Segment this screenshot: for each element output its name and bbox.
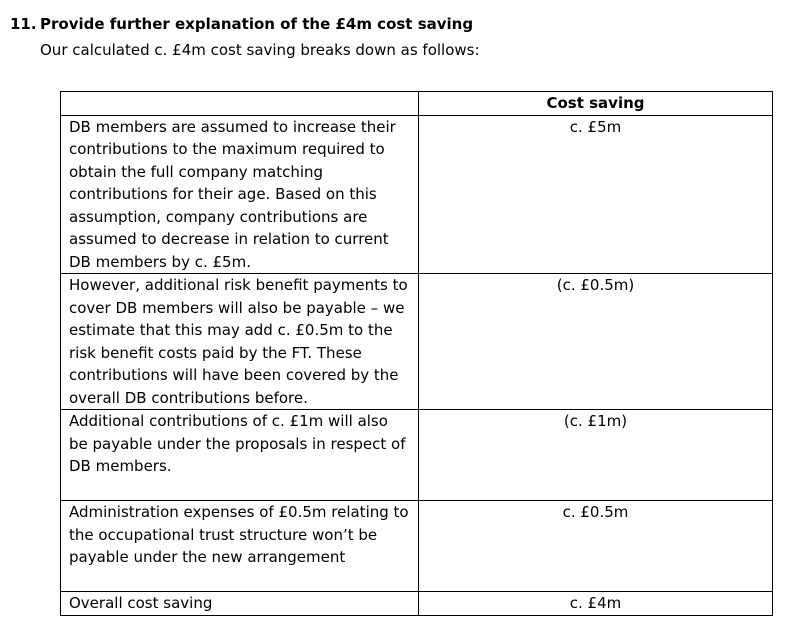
- row-description: Additional contributions of c. £1m will also be payable under the proposals in respect of DB members.: [61, 410, 419, 501]
- intro-text: Our calculated c. £4m cost saving breaks down as follows:: [40, 41, 480, 59]
- row-description: Administration expenses of £0.5m relating to the occupational trust structure won’t be payable under the new arrangement: [61, 501, 419, 592]
- total-value: c. £4m: [419, 592, 773, 616]
- row-value: (c. £0.5m): [419, 274, 773, 410]
- row-value: c. £0.5m: [419, 501, 773, 592]
- row-value: c. £5m: [419, 115, 773, 274]
- row-description: However, additional risk benefit payments to cover DB members will also be payable – we estimate that this may add c. £0.5m to the risk benefit costs paid by the FT. These contributions will have been covered by the overall DB contributions before.: [61, 274, 419, 410]
- table-row: [61, 115, 773, 274]
- section-title: Provide further explanation of the £4m cost saving: [40, 15, 474, 33]
- cost-saving-table: [60, 91, 773, 616]
- table-row: [61, 274, 773, 410]
- table-total-row: [61, 592, 773, 616]
- header-description: [61, 92, 419, 116]
- section-heading: [10, 15, 473, 33]
- row-description: DB members are assumed to increase their contributions to the maximum required to obtain the full company matching contributions for their age. Based on this assumption, company contributions are assumed to decrease in relation to current DB members by c. £5m.: [61, 115, 419, 274]
- total-description: Overall cost saving: [61, 592, 419, 616]
- table-row: [61, 410, 773, 501]
- table-header-row: [61, 92, 773, 116]
- section-number: 11.: [10, 15, 37, 33]
- table-row: [61, 501, 773, 592]
- row-value: (c. £1m): [419, 410, 773, 501]
- header-cost-saving: Cost saving: [419, 92, 773, 116]
